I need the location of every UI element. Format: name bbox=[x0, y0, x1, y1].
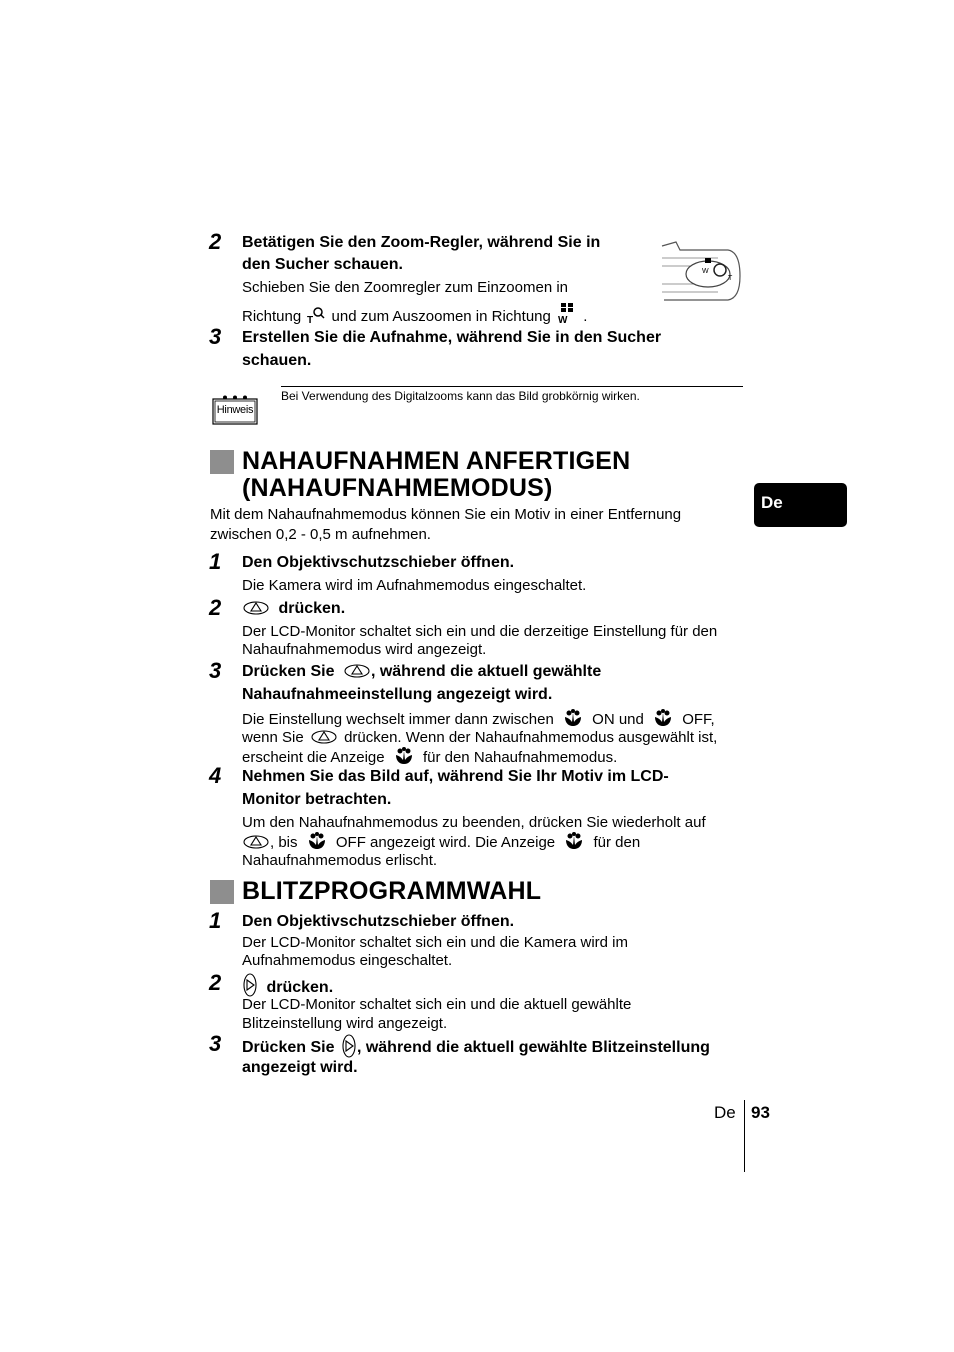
step-body bbox=[242, 934, 628, 970]
macro-flower-icon bbox=[652, 709, 674, 727]
footer-language: De bbox=[714, 1103, 736, 1122]
step-title bbox=[242, 232, 600, 276]
step-title bbox=[242, 766, 669, 811]
intro-line: Mit dem Nahaufnahmemodus können Sie ein Motiv in einer Entfernung bbox=[210, 506, 682, 523]
body-line: Der LCD-Monitor schaltet sich ein und die derzeitige Einstellung für den bbox=[242, 623, 718, 640]
step-number: 2 bbox=[209, 970, 222, 995]
footer-divider bbox=[744, 1100, 745, 1172]
up-arrow-button-icon bbox=[242, 600, 270, 616]
body-text: und zum Auszoomen in Richtung bbox=[331, 308, 551, 325]
step-title-line: Nahaufnahmeeinstellung angezeigt wird. bbox=[242, 686, 553, 703]
body-text: drücken. Wenn der Nahaufnahmemodus ausgewählt ist, bbox=[344, 729, 718, 746]
step-title: Den Objektivschutzschieber öffnen. bbox=[242, 913, 515, 930]
step-title-line: Erstellen Sie die Aufnahme, während Sie in den Sucher bbox=[242, 329, 662, 346]
body-text: wenn Sie bbox=[242, 729, 304, 746]
body-line bbox=[242, 729, 717, 747]
step-body bbox=[242, 995, 631, 1033]
note-label: Hinweis bbox=[216, 404, 254, 416]
step-number: 3 bbox=[209, 324, 222, 349]
step-title-line bbox=[242, 661, 601, 683]
section-marker bbox=[210, 450, 234, 474]
step-body bbox=[242, 279, 587, 326]
step-title-text: drücken. bbox=[278, 600, 346, 617]
step-number: 2 bbox=[209, 595, 222, 620]
step-title-line: Nehmen Sie das Bild auf, während Sie Ihr Motiv im LCD- bbox=[242, 768, 669, 785]
svg-text:T: T bbox=[307, 315, 314, 324]
section-title bbox=[242, 448, 630, 502]
step-title-line: schauen. bbox=[242, 352, 312, 369]
step-title-line: angezeigt wird. bbox=[242, 1059, 358, 1076]
body-line: Der LCD-Monitor schaltet sich ein und die aktuell gewählte bbox=[242, 996, 632, 1013]
step-body-line bbox=[242, 302, 587, 326]
page-number: 93 bbox=[751, 1103, 770, 1122]
body-line: Nahaufnahmemodus wird angezeigt. bbox=[242, 641, 487, 658]
body-text: Die Einstellung wechselt immer dann zwischen bbox=[242, 711, 554, 728]
step-number: 2 bbox=[209, 229, 222, 254]
body-line: Um den Nahaufnahmemodus zu beenden, drücken Sie wiederholt auf bbox=[242, 814, 706, 831]
body-line: Der LCD-Monitor schaltet sich ein und die Kamera wird im bbox=[242, 934, 628, 951]
language-tab-label: De bbox=[761, 493, 783, 512]
body-text: für den Nahaufnahmemodus. bbox=[422, 749, 618, 766]
intro-line: zwischen 0,2 - 0,5 m aufnehmen. bbox=[210, 526, 431, 543]
step-body: Die Kamera wird im Aufnahmemodus eingeschaltet. bbox=[242, 577, 587, 594]
section-title: BLITZPROGRAMMWAHL bbox=[242, 877, 542, 905]
body-text: . bbox=[583, 308, 588, 325]
step-number: 1 bbox=[209, 549, 222, 574]
body-text: OFF, bbox=[682, 711, 715, 728]
zoom-wide-icon bbox=[555, 302, 579, 324]
body-line: Blitzeinstellung wird angezeigt. bbox=[242, 1015, 448, 1032]
svg-text:W: W bbox=[702, 268, 709, 275]
body-line bbox=[242, 747, 717, 767]
step-title-line: Monitor betrachten. bbox=[242, 791, 392, 808]
up-arrow-button-icon bbox=[310, 729, 338, 745]
title-text: Drücken Sie bbox=[242, 1039, 335, 1056]
zoom-tele-icon bbox=[305, 306, 327, 324]
note-rule bbox=[281, 386, 743, 387]
body-line: Aufnahmemodus eingeschaltet. bbox=[242, 952, 453, 969]
body-text: OFF angezeigt wird. Die Anzeige bbox=[335, 834, 556, 851]
step-title-line: den Sucher schauen. bbox=[242, 256, 403, 273]
step-title-text: drücken. bbox=[266, 979, 334, 996]
camera-zoom-lever-illustration bbox=[658, 236, 744, 308]
step-body bbox=[242, 814, 706, 870]
step-title bbox=[242, 327, 661, 372]
body-line bbox=[242, 709, 717, 729]
body-text: für den bbox=[593, 834, 641, 851]
right-arrow-button-icon bbox=[341, 1034, 357, 1058]
up-arrow-button-icon bbox=[242, 834, 270, 850]
up-arrow-button-icon bbox=[343, 663, 371, 679]
macro-flower-icon bbox=[393, 747, 415, 765]
body-text: erscheint die Anzeige bbox=[242, 749, 385, 766]
note-text: Bei Verwendung des Digitalzooms kann das Bild grobkörnig wirken. bbox=[281, 389, 640, 403]
svg-text:W: W bbox=[558, 315, 568, 324]
step-title bbox=[242, 598, 345, 620]
step-title-line: Betätigen Sie den Zoom-Regler, während Sie in bbox=[242, 234, 601, 251]
step-title bbox=[242, 661, 601, 706]
step-number: 3 bbox=[209, 1031, 222, 1056]
right-arrow-button-icon bbox=[242, 973, 258, 997]
body-text: , bis bbox=[270, 834, 298, 851]
step-number: 4 bbox=[209, 763, 222, 788]
body-text: Richtung bbox=[242, 308, 302, 325]
svg-text:T: T bbox=[728, 275, 733, 282]
step-number: 3 bbox=[209, 658, 222, 683]
step-title-line bbox=[242, 1034, 710, 1058]
step-title: Den Objektivschutzschieber öffnen. bbox=[242, 554, 515, 571]
body-text: ON und bbox=[592, 711, 644, 728]
step-body bbox=[242, 709, 717, 767]
title-text: , während die aktuell gewählte bbox=[370, 663, 602, 680]
macro-flower-icon bbox=[306, 832, 328, 850]
step-body bbox=[242, 623, 717, 659]
section-title-line: NAHAUFNAHMEN ANFERTIGEN bbox=[242, 447, 631, 475]
title-text: Drücken Sie bbox=[242, 663, 335, 680]
section-title-line: (NAHAUFNAHMEMODUS) bbox=[242, 474, 553, 502]
section-intro bbox=[210, 505, 681, 545]
body-line: Nahaufnahmemodus erlischt. bbox=[242, 852, 438, 869]
step-title bbox=[242, 1034, 710, 1078]
section-marker bbox=[210, 880, 234, 904]
step-number: 1 bbox=[209, 908, 222, 933]
title-text: , während die aktuell gewählte Blitzeinstellung bbox=[356, 1039, 710, 1056]
step-body-line: Schieben Sie den Zoomregler zum Einzoomen in bbox=[242, 279, 569, 296]
body-line bbox=[242, 832, 706, 852]
language-tab bbox=[754, 483, 847, 527]
macro-flower-icon bbox=[563, 832, 585, 850]
macro-flower-icon bbox=[562, 709, 584, 727]
